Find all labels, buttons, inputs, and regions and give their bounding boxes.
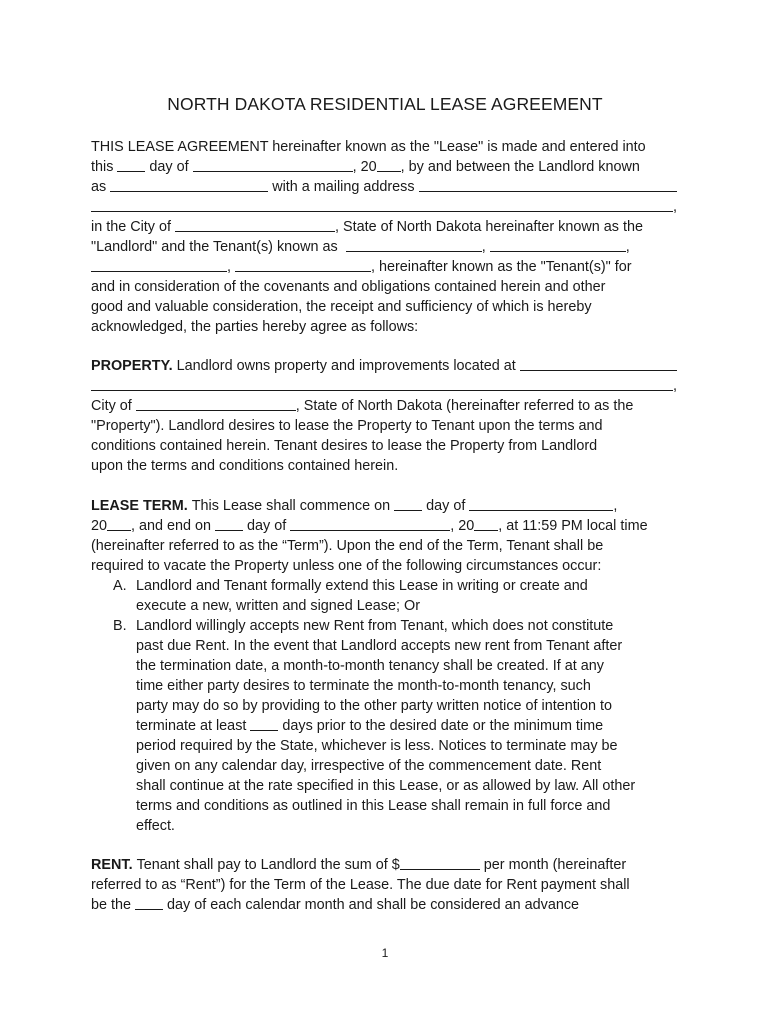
property-line-5: conditions contained herein. Tenant desires to lease the Property from Landlord — [91, 438, 598, 454]
intro-line-6: "Landlord" and the Tenant(s) known as , , — [91, 239, 630, 255]
property-line-2: , — [91, 376, 677, 396]
item-b-line-7: period required by the State, whichever is less. Notices to terminate may be — [136, 738, 618, 754]
document-title: NORTH DAKOTA RESIDENTIAL LEASE AGREEMENT — [167, 94, 603, 114]
lease-term-line-3: (hereinafter referred to as the “Term”). Upon the end of the Term, Tenant shall be — [91, 538, 604, 554]
intro-line-8: and in consideration of the covenants and obligations contained herein and other — [91, 279, 606, 295]
property-heading: PROPERTY. — [91, 358, 173, 374]
tenant-name-blank-3[interactable] — [91, 257, 227, 272]
item-b-line-11: effect. — [136, 818, 175, 834]
intro-line-3: as with a mailing address — [91, 177, 677, 197]
rent-heading: RENT. — [91, 857, 133, 873]
item-b-line-4: time either party desires to terminate the month-to-month tenancy, such — [136, 678, 591, 694]
tenant-name-blank-1[interactable] — [346, 237, 482, 252]
page-number: 1 — [381, 946, 389, 960]
intro-line-5: in the City of , State of North Dakota hereinafter known as the — [91, 219, 643, 235]
property-address-blank[interactable] — [520, 356, 677, 371]
rent-line-3: be the day of each calendar month and shall be considered an advance — [91, 897, 580, 913]
month-blank[interactable] — [193, 157, 353, 172]
item-b-line-1: Landlord willingly accepts new Rent from Tenant, which does not constitute — [136, 618, 614, 634]
intro-line-1: THIS LEASE AGREEMENT hereinafter known as the "Lease" is made and entered into — [91, 139, 646, 155]
intro-line-9: good and valuable consideration, the receipt and sufficiency of which is hereby — [91, 299, 592, 315]
lease-term-line-2: 20 , and end on day of , 20 , at 11:59 PM local time — [91, 518, 648, 534]
intro-line-7: , , hereinafter known as the "Tenant(s)" for — [91, 257, 677, 277]
property-city-blank[interactable] — [136, 396, 296, 411]
rent-due-day-blank[interactable] — [135, 895, 163, 910]
item-b-line-9: shall continue at the rate specified in this Lease, or as allowed by law. All other — [136, 778, 636, 794]
landlord-name-blank[interactable] — [110, 177, 268, 192]
rent-amount-blank[interactable] — [400, 855, 480, 870]
start-day-blank[interactable] — [394, 496, 422, 511]
rent-line-2: referred to as “Rent”) for the Term of the Lease. The due date for Rent payment shall — [91, 877, 630, 893]
property-line-4: "Property"). Landlord desires to lease the Property to Tenant upon the terms and — [91, 418, 603, 434]
city-blank[interactable] — [175, 217, 335, 232]
item-b-line-2: past due Rent. In the event that Landlord accepts new rent from Tenant after — [136, 638, 623, 654]
lease-term-heading: LEASE TERM. — [91, 498, 188, 514]
property-line-3: City of , State of North Dakota (hereinafter referred to as the — [91, 398, 634, 414]
list-marker-b: B. — [113, 618, 127, 634]
end-day-blank[interactable] — [215, 516, 243, 531]
start-month-blank[interactable] — [469, 496, 613, 511]
property-line-1: PROPERTY. Landlord owns property and improvements located at — [91, 356, 677, 376]
intro-line-10: acknowledged, the parties hereby agree as follows: — [91, 319, 419, 335]
mailing-address-blank-2[interactable] — [91, 197, 673, 212]
year-blank[interactable] — [377, 157, 401, 172]
item-b-line-10: terms and conditions as outlined in this Lease shall remain in full force and — [136, 798, 611, 814]
item-b-line-6: terminate at least days prior to the desired date or the minimum time — [136, 718, 604, 734]
intro-line-2: this day of , 20 , by and between the Landlord known — [91, 159, 640, 175]
item-b-line-3: the termination date, a month-to-month tenancy shall be created. If at any — [136, 658, 604, 674]
intro-line-4: , — [91, 197, 677, 217]
lease-term-line-1: LEASE TERM. This Lease shall commence on day of , — [91, 498, 618, 514]
item-b-line-8: given on any calendar day, irrespective of the commencement date. Rent — [136, 758, 602, 774]
lease-term-line-4: required to vacate the Property unless one of the following circumstances occur: — [91, 558, 602, 574]
day-blank[interactable] — [117, 157, 145, 172]
mailing-address-blank[interactable] — [419, 177, 677, 192]
rent-line-1: RENT. Tenant shall pay to Landlord the sum of $ per month (hereinafter — [91, 857, 627, 873]
end-year-blank[interactable] — [474, 516, 498, 531]
item-a-line-2: execute a new, written and signed Lease; Or — [136, 598, 420, 614]
list-marker-a: A. — [113, 578, 127, 594]
end-month-blank[interactable] — [290, 516, 450, 531]
notice-days-blank[interactable] — [250, 716, 278, 731]
item-b-line-5: party may do so by providing to the other party written notice of intention to — [136, 698, 612, 714]
property-line-6: upon the terms and conditions contained herein. — [91, 458, 399, 474]
tenant-name-blank-2[interactable] — [490, 237, 626, 252]
tenant-name-blank-4[interactable] — [235, 257, 371, 272]
property-address-blank-2[interactable] — [91, 376, 673, 391]
start-year-blank[interactable] — [107, 516, 131, 531]
item-a-line-1: Landlord and Tenant formally extend this Lease in writing or create and — [136, 578, 588, 594]
